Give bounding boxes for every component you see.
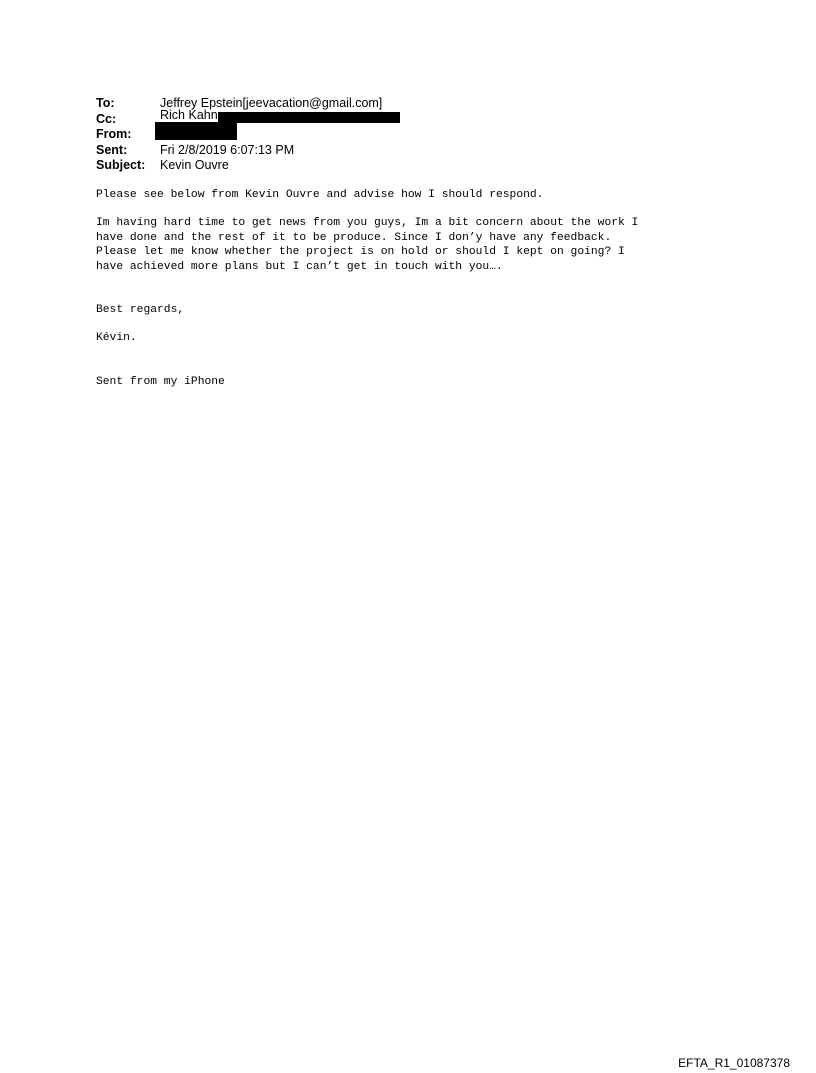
cc-redaction [218, 112, 400, 123]
message-line: have achieved more plans but I can’t get in touch with you…. [96, 260, 503, 273]
cc-visible-name: Rich Kahn [160, 107, 218, 122]
from-row [96, 127, 382, 143]
message-block [96, 216, 638, 274]
to-label: To: [96, 96, 115, 110]
message-line: have done and the rest of it to be produce. Since I don’y have any feedback. [96, 231, 612, 244]
message-line: Please let me know whether the project is on hold or should I kept on going? I [96, 246, 625, 258]
to-row [96, 96, 382, 112]
subject-value: Kevin Ouvre [160, 158, 229, 172]
from-label: From: [96, 127, 132, 141]
cc-label: Cc: [96, 111, 117, 126]
sent-row [96, 143, 382, 159]
document-id: EFTA_R1_01087378 [678, 1056, 790, 1070]
from-redaction [155, 122, 237, 140]
email-header [96, 96, 382, 174]
message-line: Im having hard time to get news from you guys, Im a bit concern about the work I [96, 217, 639, 229]
to-value: Jeffrey Epstein[jeevacation@gmail.com] [160, 96, 383, 110]
closing-line: Best regards, [96, 304, 185, 316]
sent-from-line: Sent from my iPhone [96, 376, 225, 388]
subject-row [96, 158, 382, 174]
signature-line: Kévin. [96, 332, 137, 344]
intro-line: Please see below from Kevin Ouvre and advise how I should respond. [96, 189, 544, 201]
subject-label: Subject: [96, 158, 146, 172]
sent-label: Sent: [96, 142, 128, 157]
sent-value: Fri 2/8/2019 6:07:13 PM [160, 142, 295, 157]
